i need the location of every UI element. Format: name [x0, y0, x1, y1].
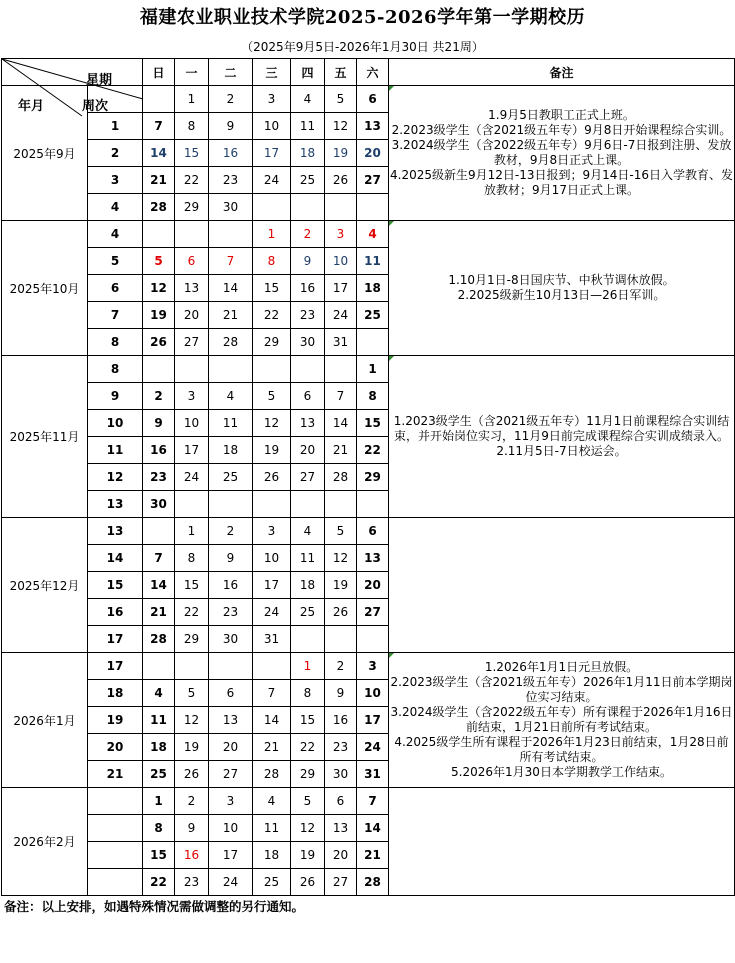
day-cell: 8 — [253, 248, 291, 275]
note-item: 5.2026年1月30日本学期教学工作结束。 — [451, 765, 672, 779]
day-cell: 23 — [209, 167, 253, 194]
day-cell: 22 — [253, 302, 291, 329]
day-cell: 3 — [253, 86, 291, 113]
day-cell — [357, 626, 389, 653]
week-number: 8 — [88, 329, 143, 356]
header-day: 二 — [209, 59, 253, 86]
day-cell — [291, 491, 325, 518]
day-cell: 15 — [253, 275, 291, 302]
day-cell — [325, 491, 357, 518]
day-cell — [357, 491, 389, 518]
week-number: 4 — [88, 194, 143, 221]
note-item: 1.2023级学生（含2021级五年专）11月1日前课程综合实训结束，并开始岗位实习，11月9日前完成课程综合实训成绩录入。 — [393, 414, 730, 443]
day-cell: 15 — [175, 140, 209, 167]
day-cell: 2 — [209, 518, 253, 545]
day-cell — [209, 221, 253, 248]
day-cell: 28 — [253, 761, 291, 788]
day-cell: 7 — [325, 383, 357, 410]
day-cell — [143, 356, 175, 383]
corner-weekday-label: 星期 — [86, 73, 113, 88]
day-cell: 21 — [253, 734, 291, 761]
week-row — [2, 356, 735, 383]
day-cell: 2 — [325, 653, 357, 680]
week-number: 17 — [88, 653, 143, 680]
day-cell: 9 — [143, 410, 175, 437]
comment-marker-icon — [389, 221, 394, 226]
day-cell: 23 — [325, 734, 357, 761]
month-label: 2025年11月 — [2, 356, 88, 518]
day-cell: 12 — [325, 113, 357, 140]
day-cell: 25 — [291, 599, 325, 626]
note-item: 3.2024级学生（含2022级五年专）所有课程于2026年1月16日前结束，1月21日前所有考试结束。 — [390, 705, 733, 734]
day-cell: 22 — [291, 734, 325, 761]
corner-month-label: 年月 — [18, 99, 45, 114]
note-item: 4.2025级学生所有课程于2026年1月23日前结束，1月28日前所有考试结束。 — [394, 735, 729, 764]
week-number: 16 — [88, 599, 143, 626]
day-cell: 10 — [209, 815, 253, 842]
day-cell: 26 — [325, 167, 357, 194]
day-cell: 18 — [291, 140, 325, 167]
day-cell: 30 — [143, 491, 175, 518]
week-number: 11 — [88, 437, 143, 464]
day-cell: 12 — [253, 410, 291, 437]
day-cell: 10 — [253, 113, 291, 140]
day-cell: 6 — [175, 248, 209, 275]
day-cell: 22 — [175, 167, 209, 194]
month-label: 2025年10月 — [2, 221, 88, 356]
day-cell: 27 — [175, 329, 209, 356]
day-cell: 23 — [175, 869, 209, 896]
day-cell: 12 — [175, 707, 209, 734]
day-cell: 26 — [253, 464, 291, 491]
day-cell: 11 — [209, 410, 253, 437]
day-cell: 17 — [253, 140, 291, 167]
day-cell: 18 — [291, 572, 325, 599]
day-cell: 17 — [175, 437, 209, 464]
day-cell: 14 — [143, 572, 175, 599]
day-cell: 4 — [143, 680, 175, 707]
week-number: 21 — [88, 761, 143, 788]
week-number: 3 — [88, 167, 143, 194]
day-cell: 1 — [143, 788, 175, 815]
day-cell: 25 — [357, 302, 389, 329]
day-cell: 1 — [357, 356, 389, 383]
day-cell: 2 — [175, 788, 209, 815]
month-label: 2026年2月 — [2, 788, 88, 896]
day-cell: 30 — [325, 761, 357, 788]
header-corner — [2, 59, 143, 114]
day-cell: 17 — [357, 707, 389, 734]
day-cell: 26 — [291, 869, 325, 896]
day-cell: 5 — [253, 383, 291, 410]
day-cell: 25 — [143, 761, 175, 788]
day-cell: 2 — [209, 86, 253, 113]
day-cell: 8 — [175, 113, 209, 140]
day-cell: 7 — [357, 788, 389, 815]
page-title: 福建农业职业技术学院2025-2026学年第一学期校历 — [139, 7, 586, 28]
day-cell — [253, 194, 291, 221]
day-cell: 13 — [291, 410, 325, 437]
day-cell: 5 — [291, 788, 325, 815]
day-cell: 19 — [291, 842, 325, 869]
day-cell — [253, 653, 291, 680]
day-cell: 23 — [291, 302, 325, 329]
day-cell: 29 — [175, 626, 209, 653]
note-item: 2.2023级学生（含2021级五年专）2026年1月11日前本学期岗位实习结束。 — [390, 675, 733, 704]
day-cell: 10 — [357, 680, 389, 707]
day-cell: 14 — [253, 707, 291, 734]
day-cell: 6 — [357, 86, 389, 113]
note-item: 1.2026年1月1日元旦放假。 — [484, 660, 639, 674]
day-cell: 20 — [325, 842, 357, 869]
day-cell — [143, 653, 175, 680]
header-day: 五 — [325, 59, 357, 86]
header-day: 日 — [143, 59, 175, 86]
day-cell: 29 — [175, 194, 209, 221]
day-cell: 1 — [175, 86, 209, 113]
day-cell: 13 — [357, 113, 389, 140]
week-number: 5 — [88, 248, 143, 275]
day-cell: 13 — [325, 815, 357, 842]
notes-cell — [389, 518, 735, 653]
day-cell: 14 — [143, 140, 175, 167]
day-cell: 28 — [357, 869, 389, 896]
day-cell: 24 — [325, 302, 357, 329]
day-cell: 5 — [325, 86, 357, 113]
day-cell: 28 — [209, 329, 253, 356]
month-label: 2025年9月 — [2, 86, 88, 221]
week-number: 20 — [88, 734, 143, 761]
day-cell: 17 — [253, 572, 291, 599]
day-cell: 21 — [209, 302, 253, 329]
day-cell: 8 — [143, 815, 175, 842]
day-cell: 26 — [175, 761, 209, 788]
day-cell: 21 — [143, 599, 175, 626]
notes-cell — [389, 653, 735, 788]
week-row — [2, 518, 735, 545]
day-cell: 3 — [325, 221, 357, 248]
comment-marker-icon — [389, 356, 394, 361]
week-number — [88, 842, 143, 869]
day-cell: 19 — [325, 572, 357, 599]
day-cell: 6 — [357, 518, 389, 545]
day-cell — [357, 329, 389, 356]
week-row — [2, 221, 735, 248]
day-cell: 18 — [357, 275, 389, 302]
day-cell: 20 — [291, 437, 325, 464]
day-cell: 24 — [209, 869, 253, 896]
month-label: 2025年12月 — [2, 518, 88, 653]
week-number: 9 — [88, 383, 143, 410]
week-number: 7 — [88, 302, 143, 329]
day-cell: 16 — [209, 140, 253, 167]
day-cell: 7 — [253, 680, 291, 707]
day-cell: 29 — [253, 329, 291, 356]
day-cell: 3 — [209, 788, 253, 815]
day-cell: 16 — [325, 707, 357, 734]
day-cell: 4 — [291, 86, 325, 113]
day-cell: 21 — [325, 437, 357, 464]
day-cell: 14 — [209, 275, 253, 302]
day-cell — [209, 356, 253, 383]
day-cell: 17 — [325, 275, 357, 302]
day-cell: 13 — [209, 707, 253, 734]
day-cell: 10 — [325, 248, 357, 275]
day-cell: 11 — [143, 707, 175, 734]
day-cell: 24 — [357, 734, 389, 761]
week-number: 19 — [88, 707, 143, 734]
note-item: 1.9月5日教职工正式上班。 — [488, 108, 635, 122]
day-cell: 1 — [175, 518, 209, 545]
week-number: 2 — [88, 140, 143, 167]
day-cell: 30 — [209, 194, 253, 221]
day-cell: 14 — [325, 410, 357, 437]
day-cell: 26 — [143, 329, 175, 356]
day-cell — [143, 221, 175, 248]
day-cell: 18 — [209, 437, 253, 464]
note-item: 4.2025级新生9月12日-13日报到；9月14日-16日入学教育、发放教材；9月17日正式上课。 — [390, 168, 733, 197]
day-cell: 4 — [253, 788, 291, 815]
day-cell — [143, 518, 175, 545]
day-cell: 8 — [291, 680, 325, 707]
day-cell: 1 — [291, 653, 325, 680]
day-cell: 22 — [175, 599, 209, 626]
day-cell: 24 — [253, 599, 291, 626]
day-cell — [175, 653, 209, 680]
month-label: 2026年1月 — [2, 653, 88, 788]
day-cell: 15 — [175, 572, 209, 599]
week-number: 1 — [88, 113, 143, 140]
day-cell: 12 — [291, 815, 325, 842]
week-number: 15 — [88, 572, 143, 599]
week-number: 13 — [88, 491, 143, 518]
day-cell: 16 — [291, 275, 325, 302]
note-item: 2.2025级新生10月13日—26日军训。 — [457, 288, 666, 302]
note-item: 1.10月1日-8日国庆节、中秋节调休放假。 — [448, 273, 675, 287]
day-cell: 9 — [325, 680, 357, 707]
day-cell: 11 — [253, 815, 291, 842]
day-cell: 23 — [209, 599, 253, 626]
day-cell: 31 — [325, 329, 357, 356]
day-cell — [253, 491, 291, 518]
day-cell: 5 — [325, 518, 357, 545]
day-cell: 18 — [143, 734, 175, 761]
page-subtitle: （2025年9月5日-2026年1月30日 共21周） — [241, 40, 484, 54]
day-cell: 11 — [357, 248, 389, 275]
day-cell: 3 — [253, 518, 291, 545]
day-cell: 29 — [291, 761, 325, 788]
note-item: 2.11月5日-7日校运会。 — [496, 444, 627, 458]
day-cell: 25 — [291, 167, 325, 194]
day-cell — [175, 491, 209, 518]
day-cell: 15 — [357, 410, 389, 437]
day-cell: 2 — [143, 383, 175, 410]
day-cell: 20 — [209, 734, 253, 761]
day-cell: 28 — [143, 626, 175, 653]
day-cell: 14 — [357, 815, 389, 842]
week-number — [88, 788, 143, 815]
day-cell: 4 — [357, 221, 389, 248]
header-notes: 备注 — [389, 59, 735, 86]
notes-cell — [389, 86, 735, 221]
day-cell — [175, 221, 209, 248]
week-number: 4 — [88, 221, 143, 248]
day-cell — [291, 356, 325, 383]
day-cell: 7 — [143, 545, 175, 572]
day-cell: 24 — [175, 464, 209, 491]
day-cell — [175, 356, 209, 383]
day-cell: 21 — [357, 842, 389, 869]
day-cell — [291, 626, 325, 653]
header-day: 一 — [175, 59, 209, 86]
day-cell: 19 — [253, 437, 291, 464]
day-cell: 11 — [291, 113, 325, 140]
header-row — [2, 59, 735, 86]
day-cell — [357, 194, 389, 221]
calendar-table — [1, 58, 735, 896]
day-cell: 27 — [209, 761, 253, 788]
week-number: 18 — [88, 680, 143, 707]
day-cell — [253, 356, 291, 383]
day-cell: 31 — [253, 626, 291, 653]
day-cell: 30 — [291, 329, 325, 356]
day-cell: 9 — [209, 545, 253, 572]
day-cell: 22 — [143, 869, 175, 896]
day-cell: 17 — [209, 842, 253, 869]
day-cell: 16 — [209, 572, 253, 599]
day-cell: 26 — [325, 599, 357, 626]
day-cell — [325, 356, 357, 383]
day-cell: 27 — [357, 167, 389, 194]
week-number: 13 — [88, 518, 143, 545]
week-number: 12 — [88, 464, 143, 491]
day-cell: 8 — [357, 383, 389, 410]
day-cell: 11 — [291, 545, 325, 572]
day-cell: 16 — [143, 437, 175, 464]
day-cell: 3 — [175, 383, 209, 410]
day-cell: 25 — [253, 869, 291, 896]
day-cell: 10 — [175, 410, 209, 437]
day-cell: 24 — [253, 167, 291, 194]
day-cell: 12 — [143, 275, 175, 302]
day-cell: 2 — [291, 221, 325, 248]
week-row — [2, 653, 735, 680]
day-cell: 9 — [175, 815, 209, 842]
day-cell: 27 — [325, 869, 357, 896]
day-cell: 23 — [143, 464, 175, 491]
week-number — [88, 815, 143, 842]
day-cell — [209, 653, 253, 680]
day-cell — [325, 626, 357, 653]
day-cell: 28 — [143, 194, 175, 221]
day-cell: 5 — [175, 680, 209, 707]
day-cell: 22 — [357, 437, 389, 464]
day-cell: 18 — [253, 842, 291, 869]
notes-cell — [389, 356, 735, 518]
notes-cell — [389, 221, 735, 356]
day-cell: 20 — [357, 140, 389, 167]
day-cell — [291, 194, 325, 221]
day-cell: 25 — [209, 464, 253, 491]
day-cell: 16 — [175, 842, 209, 869]
corner-week-label: 周次 — [82, 99, 109, 114]
day-cell — [209, 491, 253, 518]
day-cell: 6 — [325, 788, 357, 815]
notes-cell — [389, 788, 735, 896]
footer-note: 备注：以上安排，如遇特殊情况需做调整的另行通知。 — [4, 899, 305, 914]
day-cell: 19 — [143, 302, 175, 329]
day-cell: 19 — [325, 140, 357, 167]
day-cell: 15 — [291, 707, 325, 734]
day-cell: 6 — [291, 383, 325, 410]
day-cell: 19 — [175, 734, 209, 761]
week-number: 6 — [88, 275, 143, 302]
note-item: 3.2024级学生（含2022级五年专）9月6日-7日报到注册、发放教材，9月8日正式上课。 — [391, 138, 732, 167]
day-cell: 30 — [209, 626, 253, 653]
day-cell: 6 — [209, 680, 253, 707]
day-cell: 13 — [357, 545, 389, 572]
week-number: 8 — [88, 356, 143, 383]
header-day: 六 — [357, 59, 389, 86]
day-cell: 29 — [357, 464, 389, 491]
day-cell: 20 — [357, 572, 389, 599]
week-number — [88, 869, 143, 896]
week-row — [2, 788, 735, 815]
comment-marker-icon — [389, 86, 394, 91]
day-cell: 9 — [291, 248, 325, 275]
day-cell: 1 — [253, 221, 291, 248]
day-cell — [325, 194, 357, 221]
day-cell: 8 — [175, 545, 209, 572]
day-cell: 7 — [209, 248, 253, 275]
week-number: 17 — [88, 626, 143, 653]
day-cell: 28 — [325, 464, 357, 491]
note-item: 2.2023级学生（含2021级五年专）9月8日开始课程综合实训。 — [391, 123, 732, 137]
day-cell: 5 — [143, 248, 175, 275]
day-cell: 31 — [357, 761, 389, 788]
day-cell: 27 — [291, 464, 325, 491]
day-cell: 21 — [143, 167, 175, 194]
day-cell: 7 — [143, 113, 175, 140]
day-cell: 12 — [325, 545, 357, 572]
header-day: 三 — [253, 59, 291, 86]
week-number: 14 — [88, 545, 143, 572]
day-cell: 4 — [209, 383, 253, 410]
day-cell: 10 — [253, 545, 291, 572]
day-cell — [143, 86, 175, 113]
week-number: 10 — [88, 410, 143, 437]
day-cell: 13 — [175, 275, 209, 302]
day-cell: 3 — [357, 653, 389, 680]
day-cell: 9 — [209, 113, 253, 140]
comment-marker-icon — [389, 653, 394, 658]
day-cell: 20 — [175, 302, 209, 329]
day-cell: 27 — [357, 599, 389, 626]
day-cell: 15 — [143, 842, 175, 869]
day-cell: 4 — [291, 518, 325, 545]
header-day: 四 — [291, 59, 325, 86]
